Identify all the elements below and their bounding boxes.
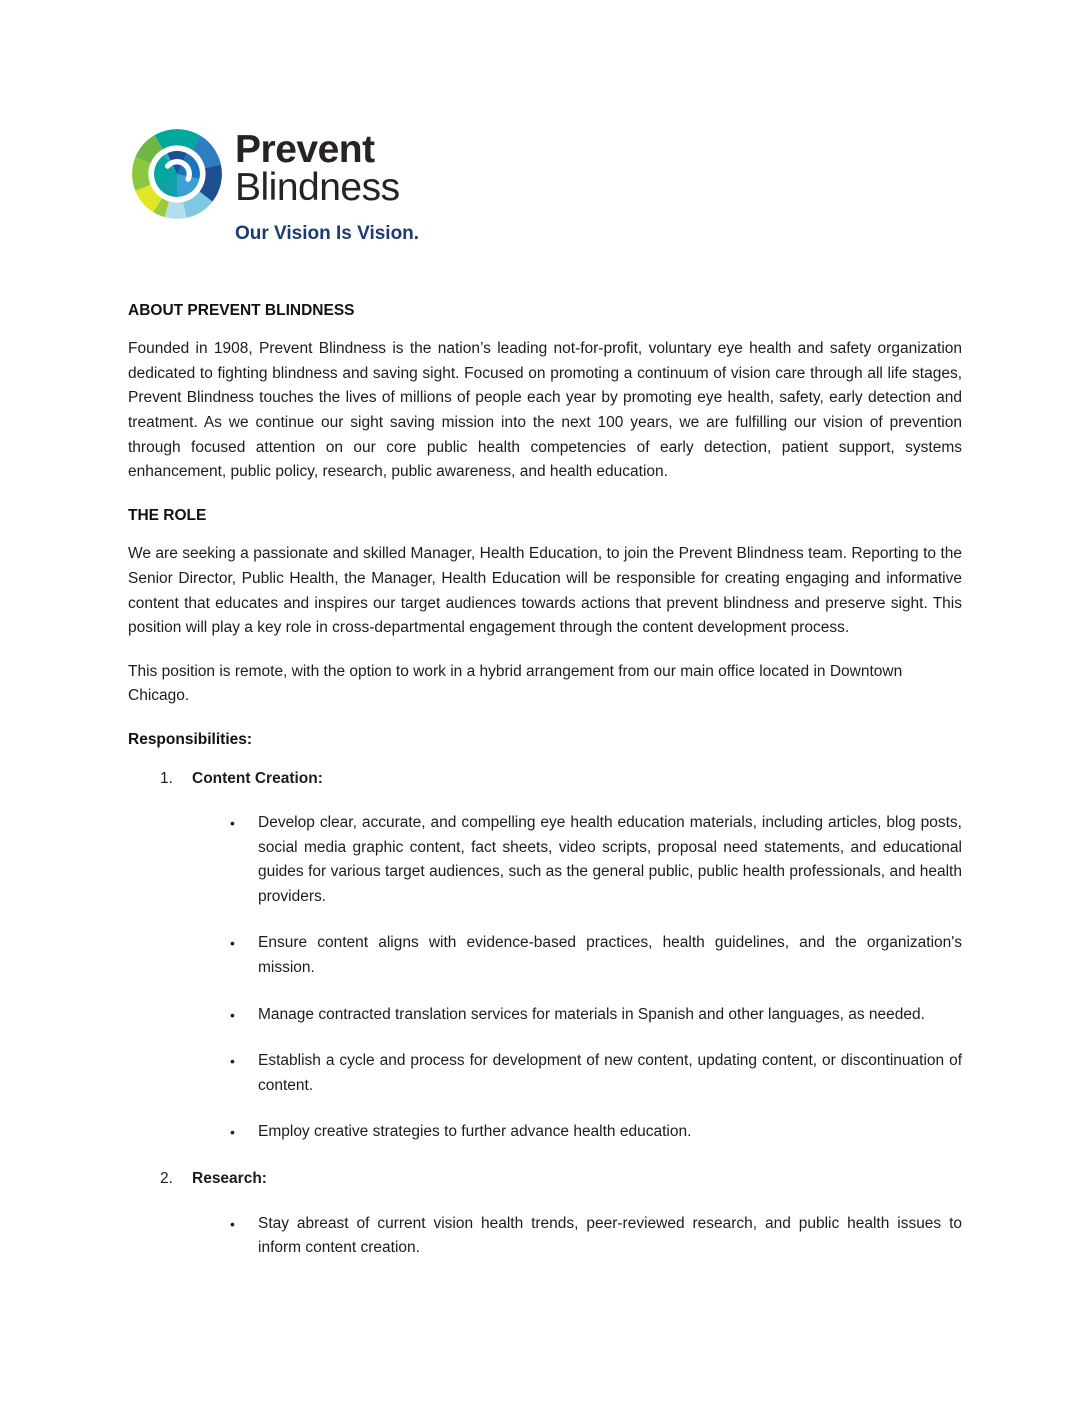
prevent-blindness-eye-logo-icon bbox=[128, 125, 226, 223]
list-number: 1. bbox=[160, 769, 173, 787]
bullet-text: Stay abreast of current vision health trends, peer-reviewed research, and public health issues to inform content creation. bbox=[258, 1214, 962, 1257]
responsibility-item-research bbox=[160, 1167, 962, 1261]
about-heading: ABOUT PREVENT BLINDNESS bbox=[128, 301, 355, 319]
brand-name-line2: Blindness bbox=[235, 166, 400, 209]
bullet-icon: • bbox=[230, 935, 235, 952]
about-section bbox=[128, 299, 962, 485]
list-item bbox=[227, 931, 962, 980]
responsibility-item-content-creation bbox=[160, 767, 962, 1146]
bullet-text: Employ creative strategies to further advance health education. bbox=[258, 1123, 692, 1141]
about-paragraph: Founded in 1908, Prevent Blindness is the nation’s leading not-for-profit, voluntary eye health and safety organization dedicated to fighting blindness and saving sight. Focused on promoting a continuum of vision care through all life stages, Prevent Blindness touches the lives of millions of people each year by promoting eye health, safety, early detection and treatment. As we continue our sight saving mission into the next 100 years, we are fulfilling our vision of prevention through focused attention on our core public health competencies of early detection, patient support, systems enhancement, public policy, research, public awareness, and health education. bbox=[128, 340, 962, 481]
brand-tagline: Our Vision Is Vision. bbox=[235, 223, 420, 244]
bullet-text: Develop clear, accurate, and compelling eye health education materials, including articles, blog posts, social media graphic content, fact sheets, video scripts, proposal need statements, and educational guides for various target audiences, such as the general public, public health professionals, and health providers. bbox=[258, 814, 962, 905]
bullet-text: Establish a cycle and process for development of new content, updating content, or discontinuation of content. bbox=[258, 1052, 962, 1094]
list-item bbox=[227, 1003, 962, 1028]
bullet-text: Ensure content aligns with evidence-based practices, health guidelines, and the organization's mission. bbox=[258, 934, 962, 977]
bullet-icon: • bbox=[230, 815, 235, 832]
bullet-list bbox=[227, 811, 962, 1145]
logo-wordmark bbox=[235, 125, 419, 247]
bullet-icon: • bbox=[230, 1124, 235, 1141]
role-location-note: This position is remote, with the option to work in a hybrid arrangement from our main office located in Downtown Chicago. bbox=[128, 662, 903, 705]
role-heading: THE ROLE bbox=[128, 506, 207, 524]
logo bbox=[128, 125, 962, 247]
list-number: 2. bbox=[160, 1170, 173, 1188]
role-section bbox=[128, 504, 962, 709]
bullet-text: Manage contracted translation services for materials in Spanish and other languages, as needed. bbox=[258, 1005, 925, 1023]
brand-name-line1: Prevent bbox=[235, 128, 375, 171]
responsibility-item-heading bbox=[160, 1167, 962, 1192]
list-item bbox=[227, 1212, 962, 1261]
bullet-icon: • bbox=[230, 1006, 235, 1023]
responsibilities-list bbox=[128, 767, 962, 1261]
role-paragraph: We are seeking a passionate and skilled Manager, Health Education, to join the Prevent Blindness team. Reporting to the Senior Director, Public Health, the Manager, Health Education will be responsible for creating engaging and informative content that educates and inspires our target audiences towards actions that prevent blindness and preserve sight. This position will play a key role in cross-departmental engagement through the content development process. bbox=[128, 545, 962, 637]
responsibility-title: Research: bbox=[192, 1170, 267, 1188]
responsibility-item-heading bbox=[160, 767, 962, 792]
bullet-list bbox=[227, 1212, 962, 1261]
bullet-icon: • bbox=[230, 1053, 235, 1070]
responsibility-title: Content Creation: bbox=[192, 769, 323, 787]
responsibilities-heading: Responsibilities: bbox=[128, 730, 253, 748]
responsibilities-section bbox=[128, 728, 962, 1261]
bullet-icon: • bbox=[230, 1215, 235, 1232]
list-item bbox=[227, 1120, 962, 1145]
list-item bbox=[227, 1049, 962, 1098]
list-item bbox=[227, 811, 962, 909]
